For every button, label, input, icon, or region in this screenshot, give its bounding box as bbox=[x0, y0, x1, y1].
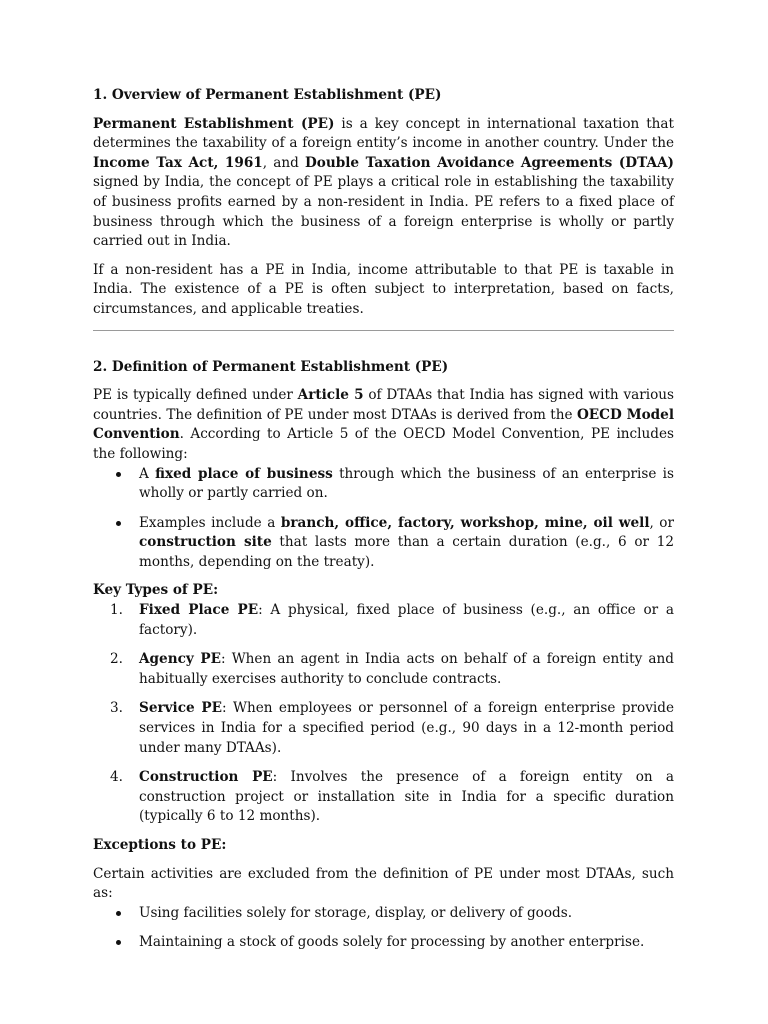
key-type-term: Fixed Place PE bbox=[139, 602, 259, 619]
key-type-term: Construction PE bbox=[139, 769, 273, 786]
text-run: through which the business of an enterprise is wholly or partly carried on. bbox=[139, 465, 674, 502]
document-page bbox=[93, 86, 674, 953]
section-1-paragraph-2: If a non-resident has a PE in India, income attributable to that PE is taxable in India. The existence of a PE is often subject to interpretation, based on facts, circumstances, and applicable treaties. bbox=[93, 261, 674, 317]
term-examples: branch, office, factory, workshop, mine, oil well bbox=[280, 514, 650, 531]
term-oecd-model-convention: OECD Model Convention bbox=[93, 406, 674, 443]
text-run: , or bbox=[649, 514, 674, 531]
section-2-heading: 2. Definition of Permanent Establishment (PE) bbox=[93, 358, 449, 375]
section-1-heading: 1. Overview of Permanent Establishment (PE) bbox=[93, 87, 442, 103]
text-run: A bbox=[139, 465, 156, 482]
term-construction-site: construction site bbox=[139, 534, 272, 551]
term-permanent-establishment: Permanent Establishment (PE) bbox=[93, 115, 335, 132]
list-item bbox=[93, 601, 674, 640]
text-run: PE is typically defined under bbox=[93, 387, 298, 404]
bullet-icon bbox=[116, 472, 121, 477]
key-type-description: : Involves the presence of a foreign entity on a construction project or installation site in India for a specific duration (typically 6 to 12 months). bbox=[139, 769, 674, 825]
term-article-5: Article 5 bbox=[297, 387, 364, 404]
list-number: 2. bbox=[110, 651, 123, 668]
exception-text: Maintaining a stock of goods solely for processing by another enterprise. bbox=[139, 934, 645, 951]
list-number: 3. bbox=[110, 700, 123, 717]
list-item bbox=[93, 768, 674, 827]
key-type-description: : When an agent in India acts on behalf of a foreign entity and habitually exercises authority to conclude contracts. bbox=[139, 651, 674, 687]
text-run: that lasts more than a certain duration (e.g., 6 or 12 months, depending on the treaty). bbox=[139, 534, 674, 570]
list-item bbox=[93, 465, 674, 504]
text-run: of DTAAs that India has signed with various countries. The definition of PE under most DTAAs is derived from the bbox=[93, 387, 675, 423]
exceptions-heading: Exceptions to PE: bbox=[93, 837, 227, 853]
key-type-term: Agency PE bbox=[139, 651, 221, 668]
key-type-description: : A physical, fixed place of business (e.g., an office or a factory). bbox=[139, 602, 674, 638]
text-run: . According to Article 5 of the OECD Model Convention, PE includes the following: bbox=[93, 426, 674, 462]
key-types-heading: Key Types of PE: bbox=[93, 582, 219, 599]
text-run: is a key concept in international taxation that determines the taxability of a foreign entity’s income in another country. Under the bbox=[93, 115, 674, 152]
exceptions-list bbox=[93, 904, 674, 953]
list-item bbox=[93, 933, 674, 953]
key-type-description: : When employees or personnel of a foreign enterprise provide services in India for a specified period (e.g., 90 days in a 12-month period under many DTAAs). bbox=[139, 700, 674, 756]
list-number: 1. bbox=[110, 602, 123, 619]
bullet-icon bbox=[116, 911, 121, 916]
list-item bbox=[93, 514, 674, 573]
section-1-paragraph-1 bbox=[93, 115, 674, 252]
term-fixed-place: fixed place of business bbox=[155, 465, 333, 482]
key-type-term: Service PE bbox=[139, 700, 223, 717]
term-dtaa: Double Taxation Avoidance Agreements (DTAA) bbox=[304, 154, 674, 171]
pe-definition-list bbox=[93, 465, 674, 573]
text-run: Examples include a bbox=[139, 514, 281, 531]
list-item bbox=[93, 699, 674, 758]
bullet-icon bbox=[116, 521, 121, 526]
list-number: 4. bbox=[110, 769, 123, 786]
list-item bbox=[93, 904, 674, 924]
text-run: , and bbox=[262, 154, 305, 171]
bullet-icon bbox=[116, 940, 121, 945]
exception-text: Using facilities solely for storage, display, or delivery of goods. bbox=[139, 904, 573, 921]
list-item bbox=[93, 650, 674, 689]
exceptions-intro: Certain activities are excluded from the definition of PE under most DTAAs, such as: bbox=[93, 865, 674, 902]
section-2-paragraph-1 bbox=[93, 386, 674, 464]
text-run: signed by India, the concept of PE plays a critical role in establishing the taxability of business profits earned by a non-resident in India. PE refers to a fixed place of business through which the business of a foreign enterprise is wholly or partly carried out in India. bbox=[93, 174, 674, 250]
section-divider bbox=[93, 330, 674, 331]
key-types-list bbox=[93, 601, 674, 827]
term-income-tax-act: Income Tax Act, 1961 bbox=[93, 154, 263, 171]
